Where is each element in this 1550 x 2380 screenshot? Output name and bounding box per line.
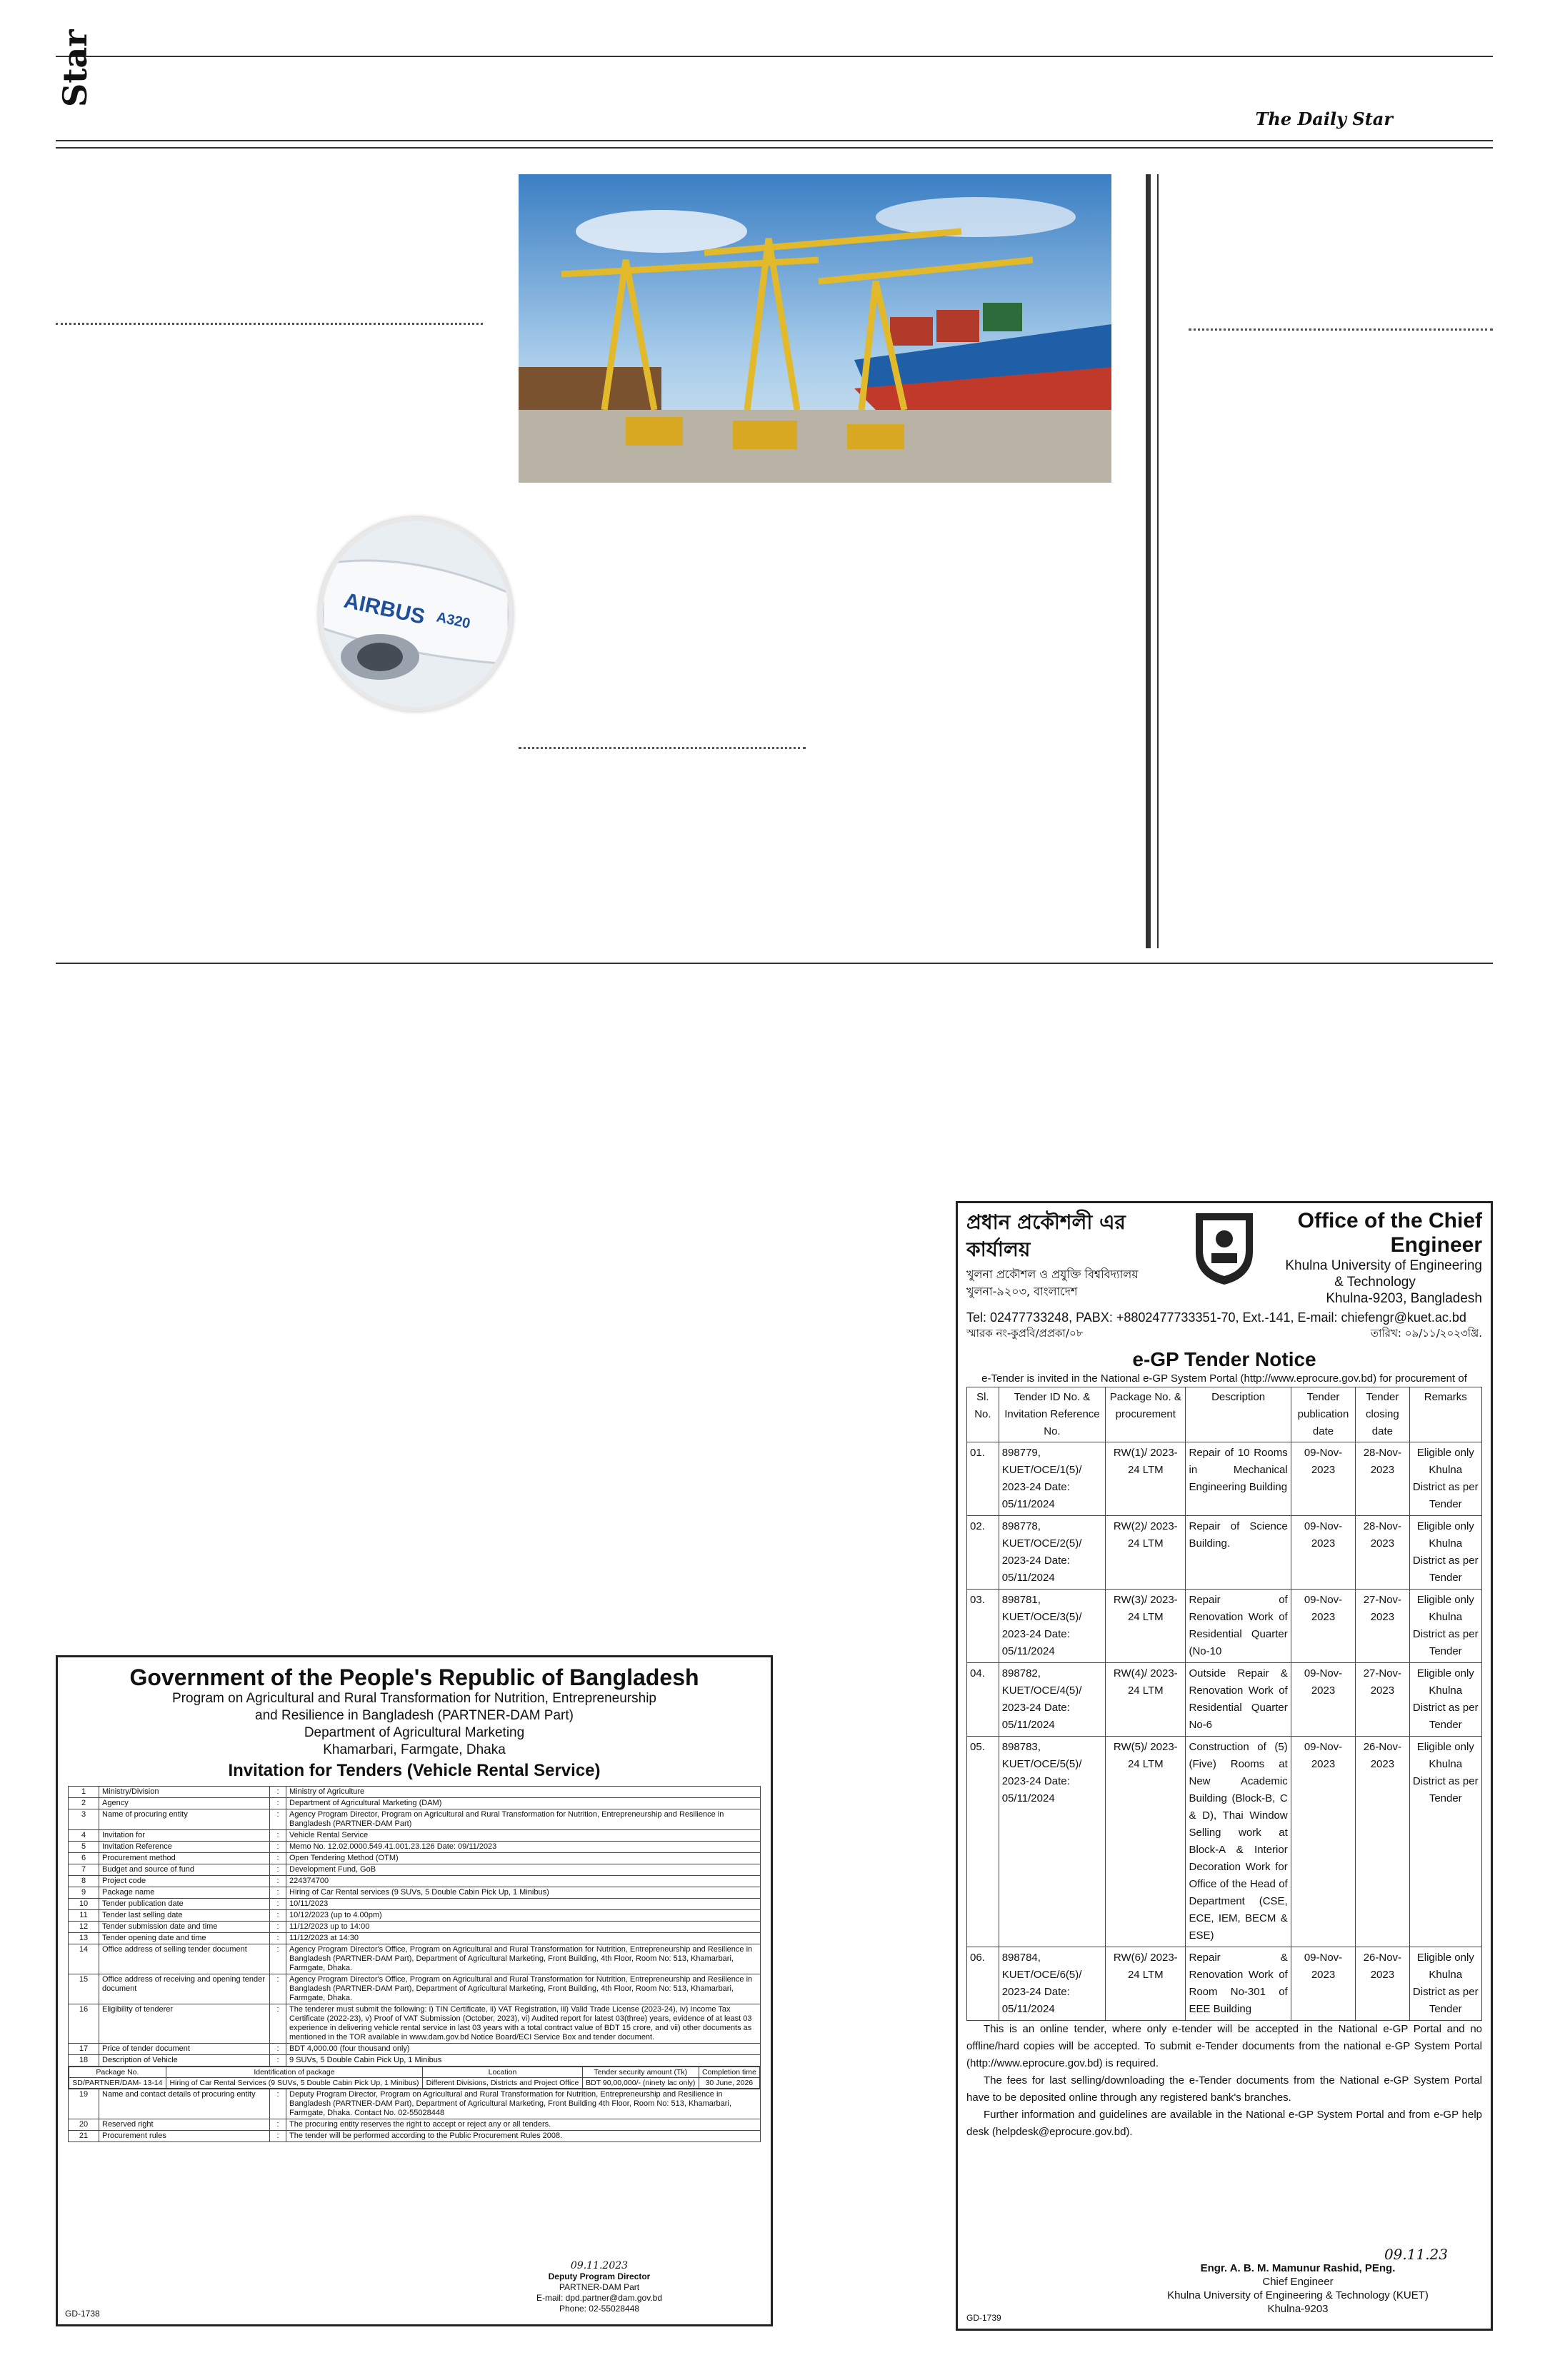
column-divider-left bbox=[56, 323, 483, 325]
row-colon: : bbox=[270, 2044, 286, 2055]
row-number: 5 bbox=[69, 1842, 99, 1853]
notice-paragraph-1: This is an online tender, where only e-tender will be accepted in the National e-GP Portal and no offline/hard copies will be accepted. To submit e-Tender documents from the national e-GP System Portal (http://www.eprocure.gov.bd) is required. bbox=[966, 2023, 1482, 2069]
cell-pub: 09-Nov-2023 bbox=[1291, 1590, 1356, 1663]
row-number: 3 bbox=[69, 1809, 99, 1830]
cell-sl: 02. bbox=[967, 1516, 999, 1590]
header-rule-1 bbox=[56, 140, 1493, 141]
column-header: Description bbox=[1186, 1387, 1291, 1442]
port-cranes-photo bbox=[519, 174, 1111, 483]
cell-id: 898779, KUET/OCE/1(5)/ 2023-24 Date: 05/11/2024 bbox=[999, 1442, 1105, 1516]
notice-paragraph-3: Further information and guidelines are available in the National e-GP System Portal and from e-GP help desk (helpdesk@eprocure.gov.bd). bbox=[966, 2109, 1482, 2138]
column-header: Sl. No. bbox=[967, 1387, 999, 1442]
cell-desc: Outside Repair & Renovation Work of Residential Quarter No-6 bbox=[1186, 1663, 1291, 1737]
row-value: 10/12/2023 (up to 4.00pm) bbox=[286, 1910, 761, 1922]
row-key: Ministry/Division bbox=[99, 1787, 270, 1798]
package-table bbox=[69, 2067, 760, 2089]
cell-pkg: RW(6)/ 2023-24 LTM bbox=[1106, 1947, 1186, 2021]
cell-close: 26-Nov-2023 bbox=[1356, 1737, 1409, 1947]
row-value: Memo No. 12.02.0000.549.41.001.23.126 Date: 09/11/2023 bbox=[286, 1842, 761, 1853]
header-rule-2 bbox=[56, 147, 1493, 149]
row-value: BDT 4,000.00 (four thousand only) bbox=[286, 2044, 761, 2055]
package-value: Different Divisions, Districts and Project Office bbox=[423, 2078, 583, 2089]
table-row bbox=[967, 1442, 1482, 1516]
row-value: Department of Agricultural Marketing (DAM) bbox=[286, 1798, 761, 1809]
row-colon: : bbox=[270, 1974, 286, 2004]
package-row bbox=[69, 2067, 761, 2089]
row-value: Agency Program Director, Program on Agricultural and Rural Transformation for Nutrition, Entrepreneurship and Resilience in Bangladesh (PARTNER-DAM Part) bbox=[286, 1809, 761, 1830]
table-row bbox=[967, 1663, 1482, 1737]
notice-paragraph-2: The fees for last selling/downloading the e-Tender documents from the National e-GP System Portal have to be deposited online through any registered bank's branches. bbox=[966, 2074, 1482, 2104]
row-value: Agency Program Director's Office, Program on Agricultural and Rural Transformation for Nutrition, Entrepreneurship and Resilience in Bangladesh (PARTNER-DAM Part), Department of Agricultural Marketing, Front Building, 4th Floor, Room No: 513, Khamarbari, Farmgate, Dhaka. bbox=[286, 1974, 761, 2004]
column-header: Tender ID No. & Invitation Reference No. bbox=[999, 1387, 1105, 1442]
row-key: Agency bbox=[99, 1798, 270, 1809]
row-colon: : bbox=[270, 1787, 286, 1798]
signature-title: Deputy Program Director bbox=[548, 2271, 651, 2281]
row-colon: : bbox=[270, 1809, 286, 1830]
package-header: Package No. bbox=[69, 2067, 166, 2078]
row-number: 15 bbox=[69, 1974, 99, 2004]
row-colon: : bbox=[270, 1922, 286, 1933]
row-colon: : bbox=[270, 1887, 286, 1899]
table-row bbox=[69, 1876, 761, 1887]
kuet-signatory-name: Engr. A. B. M. Mamunur Rashid, PEng. bbox=[1200, 2262, 1396, 2274]
vertical-rule-thick bbox=[1146, 174, 1151, 948]
en-office-title-2: Engineer bbox=[1390, 1233, 1482, 1257]
row-colon: : bbox=[270, 1933, 286, 1944]
ad-subtitle-3: Department of Agricultural Marketing bbox=[304, 1725, 525, 1740]
row-number: 16 bbox=[69, 2004, 99, 2044]
cell-sl: 05. bbox=[967, 1737, 999, 1947]
row-value: Deputy Program Director, Program on Agricultural and Rural Transformation for Nutrition, Entrepreneurship and Resilience in Bangladesh (PARTNER-DAM Part), Department of Agricultural Marketing, Front Building 4th Floor, Room No: 513, Khamarbari, Farmgate, Dhaka. Contact No. 02-55028448 bbox=[286, 2089, 761, 2119]
row-number: 10 bbox=[69, 1899, 99, 1910]
vertical-rule-thin bbox=[1157, 174, 1159, 948]
table-row bbox=[69, 1853, 761, 1864]
cell-close: 27-Nov-2023 bbox=[1356, 1590, 1409, 1663]
row-number: 8 bbox=[69, 1876, 99, 1887]
kuet-signatory-city: Khulna-9203 bbox=[1267, 2303, 1329, 2315]
table-row bbox=[69, 1944, 761, 1974]
row-value: 224374700 bbox=[286, 1876, 761, 1887]
row-value: Vehicle Rental Service bbox=[286, 1830, 761, 1842]
row-colon: : bbox=[270, 1853, 286, 1864]
row-value: Open Tendering Method (OTM) bbox=[286, 1853, 761, 1864]
row-colon: : bbox=[270, 1876, 286, 1887]
row-key: Invitation for bbox=[99, 1830, 270, 1842]
cell-id: 898781, KUET/OCE/3(5)/ 2023-24 Date: 05/11/2024 bbox=[999, 1590, 1105, 1663]
row-number: 13 bbox=[69, 1933, 99, 1944]
row-value: The tenderer must submit the following: i) TIN Certificate, ii) VAT Registration, iii) Valid Trade License (2023-24), iv) Income Tax Certificate (2022-23), v) Proof of VAT Submission (October, 2023), vi) Audited report for latest 03(three) years, evidence of at least 03 experience in delivering vehicle rental service in last 03 years with a total contract value of BDT 15 crore, and vii) other documents as mentioned in the TOR available in www.dam.gov.bd Notice Board/ECI Service Box and tender document. bbox=[286, 2004, 761, 2044]
cell-rem: Eligible only Khulna District as per Tender bbox=[1409, 1663, 1481, 1737]
cell-pub: 09-Nov-2023 bbox=[1291, 1947, 1356, 2021]
row-colon: : bbox=[270, 2055, 286, 2067]
tender-details-table bbox=[68, 1786, 761, 2142]
signature-email: E-mail: dpd.partner@dam.gov.bd bbox=[536, 2293, 663, 2303]
cell-rem: Eligible only Khulna District as per Tender bbox=[1409, 1947, 1481, 2021]
row-value: 10/11/2023 bbox=[286, 1899, 761, 1910]
table-row bbox=[69, 1787, 761, 1798]
table-row bbox=[69, 1798, 761, 1809]
package-header: Tender security amount (Tk) bbox=[582, 2067, 699, 2078]
cell-desc: Repair & Renovation Work of Room No-301 of EEE Building bbox=[1186, 1947, 1291, 2021]
cell-pub: 09-Nov-2023 bbox=[1291, 1737, 1356, 1947]
column-header: Tender publication date bbox=[1291, 1387, 1356, 1442]
kuet-signatory-title: Chief Engineer bbox=[1262, 2276, 1334, 2288]
cell-pkg: RW(2)/ 2023-24 LTM bbox=[1106, 1516, 1186, 1590]
row-number: 1 bbox=[69, 1787, 99, 1798]
kuet-signature-block bbox=[1148, 2248, 1448, 2316]
cell-pkg: RW(5)/ 2023-24 LTM bbox=[1106, 1737, 1186, 1947]
row-key: Project code bbox=[99, 1876, 270, 1887]
row-key: Office address of receiving and opening tender document bbox=[99, 1974, 270, 2004]
contact-line: Tel: 02477733248, PABX: +8802477733351-70, Ext.-141, E-mail: chiefengr@kuet.ac.bd bbox=[966, 1310, 1466, 1325]
row-colon: : bbox=[270, 1910, 286, 1922]
package-value: 30 June, 2026 bbox=[699, 2078, 759, 2089]
row-key: Office address of selling tender document bbox=[99, 1944, 270, 1974]
cell-pkg: RW(4)/ 2023-24 LTM bbox=[1106, 1663, 1186, 1737]
section-rule bbox=[56, 963, 1493, 964]
table-row bbox=[69, 1809, 761, 1830]
signature-phone: Phone: 02-55028448 bbox=[559, 2304, 640, 2314]
column-header: Tender closing date bbox=[1356, 1387, 1409, 1442]
ad-subtitle-4: Khamarbari, Farmgate, Dhaka bbox=[323, 1742, 506, 1757]
row-number: 11 bbox=[69, 1910, 99, 1922]
table-row bbox=[69, 2119, 761, 2131]
tender-ad-vehicle-rental bbox=[56, 1655, 773, 2326]
cell-id: 898782, KUET/OCE/4(5)/ 2023-24 Date: 05/11/2024 bbox=[999, 1663, 1105, 1737]
row-value: 9 SUVs, 5 Double Cabin Pick Up, 1 Minibus bbox=[286, 2055, 761, 2067]
row-number: 9 bbox=[69, 1887, 99, 1899]
table-row bbox=[69, 2089, 761, 2119]
row-key: Name and contact details of procuring entity bbox=[99, 2089, 270, 2119]
row-key: Price of tender document bbox=[99, 2044, 270, 2055]
cell-pub: 09-Nov-2023 bbox=[1291, 1442, 1356, 1516]
bn-office-title: প্রধান প্রকৌশলী এর কার্যালয় bbox=[966, 1210, 1126, 1261]
cell-id: 898784, KUET/OCE/6(5)/ 2023-24 Date: 05/11/2024 bbox=[999, 1947, 1105, 2021]
notice-date: তারিখ: ০৯/১১/২০২৩খ্রি. bbox=[1370, 1327, 1482, 1340]
cell-desc: Repair of Science Building. bbox=[1186, 1516, 1291, 1590]
row-colon: : bbox=[270, 1842, 286, 1853]
masthead-logo-right: The Daily Star bbox=[1255, 109, 1393, 129]
ad-subtitle-1: Program on Agricultural and Rural Transformation for Nutrition, Entrepreneurship bbox=[172, 1691, 656, 1706]
signature-org: PARTNER-DAM Part bbox=[559, 2282, 640, 2292]
masthead-logo-left: Star bbox=[56, 29, 94, 107]
row-key: Procurement rules bbox=[99, 2131, 270, 2142]
egp-tender-table bbox=[966, 1387, 1482, 2021]
row-key: Reserved right bbox=[99, 2119, 270, 2131]
row-value: Development Fund, GoB bbox=[286, 1864, 761, 1876]
cell-close: 28-Nov-2023 bbox=[1356, 1442, 1409, 1516]
table-row bbox=[69, 2044, 761, 2055]
row-value: 11/12/2023 up to 14:00 bbox=[286, 1922, 761, 1933]
cell-rem: Eligible only Khulna District as per Tender bbox=[1409, 1516, 1481, 1590]
row-key: Eligibility of tenderer bbox=[99, 2004, 270, 2044]
ad-subtitle-2: and Resilience in Bangladesh (PARTNER-DAM Part) bbox=[255, 1708, 574, 1723]
row-value: The procuring entity reserves the right to accept or reject any or all tenders. bbox=[286, 2119, 761, 2131]
row-number: 21 bbox=[69, 2131, 99, 2142]
package-cell bbox=[69, 2067, 761, 2089]
signature-block bbox=[514, 2261, 685, 2314]
row-value: 11/12/2023 at 14:30 bbox=[286, 1933, 761, 1944]
bn-university: খুলনা প্রকৌশল ও প্রযুক্তি বিশ্ববিদ্যালয় bbox=[966, 1267, 1139, 1281]
row-colon: : bbox=[270, 2089, 286, 2119]
cell-id: 898778, KUET/OCE/2(5)/ 2023-24 Date: 05/11/2024 bbox=[999, 1516, 1105, 1590]
signature-date: 09.11.2023 bbox=[570, 2260, 629, 2271]
row-number: 4 bbox=[69, 1830, 99, 1842]
kuet-signature-date: 09.11.23 bbox=[1384, 2246, 1448, 2263]
cell-close: 27-Nov-2023 bbox=[1356, 1663, 1409, 1737]
row-key: Package name bbox=[99, 1887, 270, 1899]
row-value: Ministry of Agriculture bbox=[286, 1787, 761, 1798]
cell-pkg: RW(1)/ 2023-24 LTM bbox=[1106, 1442, 1186, 1516]
bn-address: খুলনা-৯২০৩, বাংলাদেশ bbox=[966, 1285, 1078, 1298]
table-row bbox=[69, 2131, 761, 2142]
table-row bbox=[69, 1887, 761, 1899]
table-row bbox=[69, 2055, 761, 2067]
cell-sl: 01. bbox=[967, 1442, 999, 1516]
ad-title: Government of the People's Republic of Bangladesh bbox=[129, 1665, 699, 1690]
column-divider-center bbox=[519, 747, 806, 749]
svg-text:A320: A320 bbox=[434, 609, 472, 632]
row-number: 17 bbox=[69, 2044, 99, 2055]
row-value: The tender will be performed according to the Public Procurement Rules 2008. bbox=[286, 2131, 761, 2142]
kuet-logo bbox=[1190, 1209, 1259, 1287]
notice-title: e-GP Tender Notice bbox=[1132, 1348, 1316, 1370]
ad-code: GD-1738 bbox=[65, 2309, 100, 2319]
cell-close: 26-Nov-2023 bbox=[1356, 1947, 1409, 2021]
row-colon: : bbox=[270, 1899, 286, 1910]
row-number: 2 bbox=[69, 1798, 99, 1809]
package-header: Location bbox=[423, 2067, 583, 2078]
row-colon: : bbox=[270, 2131, 286, 2142]
cell-sl: 06. bbox=[967, 1947, 999, 2021]
row-number: 18 bbox=[69, 2055, 99, 2067]
row-colon: : bbox=[270, 2004, 286, 2044]
table-row bbox=[69, 1842, 761, 1853]
row-colon: : bbox=[270, 1830, 286, 1842]
en-address: Khulna-9203, Bangladesh bbox=[1326, 1291, 1482, 1306]
row-key: Description of Vehicle bbox=[99, 2055, 270, 2067]
tender-ad-kuet bbox=[956, 1201, 1493, 2331]
row-key: Tender submission date and time bbox=[99, 1922, 270, 1933]
kuet-signatory-org: Khulna University of Engineering & Technology (KUET) bbox=[1167, 2289, 1429, 2301]
row-value: Agency Program Director's Office, Program on Agricultural and Rural Transformation for Nutrition, Entrepreneurship and Resilience in Bangladesh (PARTNER-DAM Part), Department of Agricultural Marketing, Front Building, 4th Floor, Room No: 513, Khamarbari, Farmgate, Dhaka. bbox=[286, 1944, 761, 1974]
table-row bbox=[69, 2004, 761, 2044]
row-key: Invitation Reference bbox=[99, 1842, 270, 1853]
column-header: Remarks bbox=[1409, 1387, 1481, 1442]
cell-pub: 09-Nov-2023 bbox=[1291, 1516, 1356, 1590]
airbus-a320-photo bbox=[319, 517, 513, 711]
cell-sl: 04. bbox=[967, 1663, 999, 1737]
cell-id: 898783, KUET/OCE/5(5)/ 2023-24 Date: 05/11/2024 bbox=[999, 1737, 1105, 1947]
row-colon: : bbox=[270, 1798, 286, 1809]
table-row bbox=[967, 1947, 1482, 2021]
cell-pkg: RW(3)/ 2023-24 LTM bbox=[1106, 1590, 1186, 1663]
table-row bbox=[69, 1922, 761, 1933]
column-divider-right bbox=[1189, 328, 1493, 331]
row-value: Hiring of Car Rental services (9 SUVs, 5 Double Cabin Pick Up, 1 Minibus) bbox=[286, 1887, 761, 1899]
top-rule bbox=[56, 56, 1493, 57]
cell-pub: 09-Nov-2023 bbox=[1291, 1663, 1356, 1737]
table-row bbox=[69, 1910, 761, 1922]
cell-desc: Repair of Renovation Work of Residential Quarter (No-10 bbox=[1186, 1590, 1291, 1663]
package-header: Completion time bbox=[699, 2067, 759, 2078]
row-number: 14 bbox=[69, 1944, 99, 1974]
en-university-1: Khulna University of Engineering bbox=[1285, 1258, 1482, 1273]
package-header: Identification of package bbox=[166, 2067, 422, 2078]
cell-rem: Eligible only Khulna District as per Tender bbox=[1409, 1442, 1481, 1516]
kuet-ad-code: GD-1739 bbox=[966, 2313, 1001, 2323]
row-key: Procurement method bbox=[99, 1853, 270, 1864]
cell-desc: Repair of 10 Rooms in Mechanical Engineering Building bbox=[1186, 1442, 1291, 1516]
package-value: Hiring of Car Rental Services (9 SUVs, 5 Double Cabin Pick Up, 1 Minibus) bbox=[166, 2078, 422, 2089]
row-colon: : bbox=[270, 1864, 286, 1876]
column-header: Package No. & procurement bbox=[1106, 1387, 1186, 1442]
table-row bbox=[967, 1737, 1482, 1947]
row-number: 7 bbox=[69, 1864, 99, 1876]
en-office-title-1: Office of the Chief bbox=[1297, 1209, 1482, 1232]
row-key: Tender opening date and time bbox=[99, 1933, 270, 1944]
table-row bbox=[69, 1830, 761, 1842]
row-key: Name of procuring entity bbox=[99, 1809, 270, 1830]
row-number: 6 bbox=[69, 1853, 99, 1864]
cell-sl: 03. bbox=[967, 1590, 999, 1663]
cell-desc: Construction of (5) (Five) Rooms at New Academic Building (Block-B, C & D), Thai Window Selling work at Block-A & Interior Decoration Work for Office of the Head of Department (CSE, ECE, IEM, BECM & ESE) bbox=[1186, 1737, 1291, 1947]
en-university-2: & Technology bbox=[1334, 1275, 1416, 1290]
svg-text:AIRBUS: AIRBUS bbox=[341, 588, 427, 629]
row-number: 20 bbox=[69, 2119, 99, 2131]
row-number: 19 bbox=[69, 2089, 99, 2119]
notice-intro: e-Tender is invited in the National e-GP System Portal (http://www.eprocure.gov.bd) for procurement of bbox=[981, 1372, 1467, 1385]
ad-heading: Invitation for Tenders (Vehicle Rental Service) bbox=[228, 1761, 601, 1780]
table-row bbox=[69, 1974, 761, 2004]
table-row bbox=[69, 1864, 761, 1876]
cell-close: 28-Nov-2023 bbox=[1356, 1516, 1409, 1590]
table-row bbox=[967, 1590, 1482, 1663]
row-key: Tender last selling date bbox=[99, 1910, 270, 1922]
row-key: Budget and source of fund bbox=[99, 1864, 270, 1876]
table-row bbox=[69, 1933, 761, 1944]
cell-rem: Eligible only Khulna District as per Tender bbox=[1409, 1590, 1481, 1663]
row-colon: : bbox=[270, 2119, 286, 2131]
cell-rem: Eligible only Khulna District as per Tender bbox=[1409, 1737, 1481, 1947]
table-row bbox=[967, 1516, 1482, 1590]
row-number: 12 bbox=[69, 1922, 99, 1933]
row-colon: : bbox=[270, 1944, 286, 1974]
table-row bbox=[69, 1899, 761, 1910]
memo-number: স্মারক নং-কুপ্রবি/প্রপ্রকা/০৮ bbox=[966, 1327, 1084, 1340]
row-key: Tender publication date bbox=[99, 1899, 270, 1910]
package-value: SD/PARTNER/DAM- 13-14 bbox=[69, 2078, 166, 2089]
package-value: BDT 90,00,000/- (ninety lac only) bbox=[582, 2078, 699, 2089]
